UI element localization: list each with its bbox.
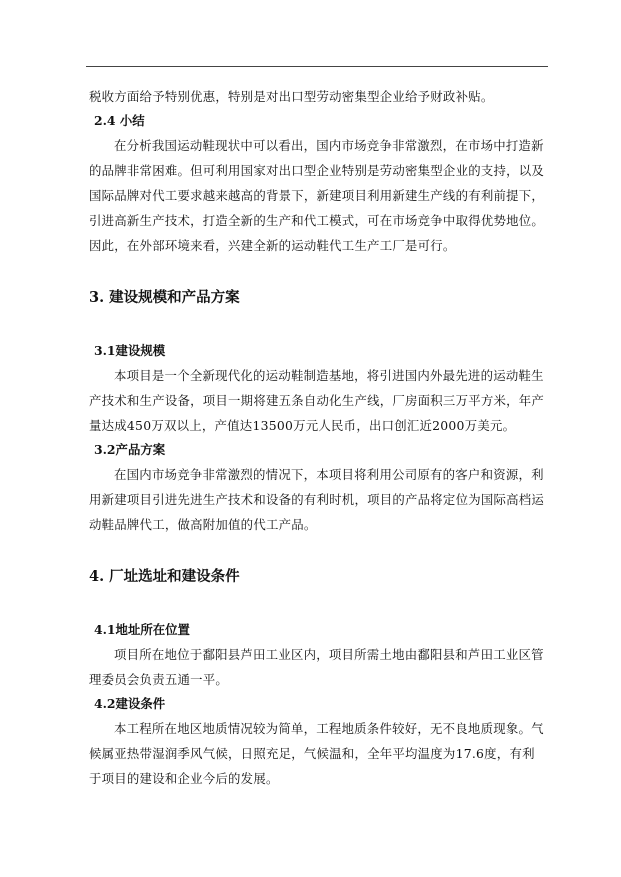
section-2-4-heading: 2.4 小结 (94, 113, 145, 128)
document-body (89, 84, 547, 791)
section-4-heading: 4. 厂址选址和建设条件 (89, 568, 240, 585)
section-2-4-paragraph: 在分析我国运动鞋现状中可以看出，国内市场竞争非常激烈，在市场中打造新的品牌非常困难。但可利用国家对出口型企业特别是劳动密集型企业的支持，以及国际品牌对代工要求越来越高的背景下，新建项目利用新建生产线的有利前提下，引进高新生产技术，打造全新的生产和代工模式，可在市场竞争中取得优势地位。因此，在外部环境来看，兴建全新的运动鞋代工生产工厂是可行。 (89, 138, 545, 253)
spacer (89, 312, 547, 339)
section-3-1-heading: 3.1建设规模 (94, 343, 166, 358)
section-3-1-paragraph: 本项目是一个全新现代化的运动鞋制造基地，将引进国内外最先进的运动鞋生产技术和生产设备，项目一期将建五条自动化生产线，厂房面积三万平方米，年产量达成450万双以上，产值达13500万元人民币，出口创汇近2000万美元。 (89, 368, 545, 433)
intro-line: 税收方面给予特别优惠，特别是对出口型劳动密集型企业给予财政补贴。 (89, 89, 494, 104)
spacer (89, 258, 547, 284)
section-4-2-heading: 4.2建设条件 (94, 696, 166, 711)
section-3-2-heading: 3.2产品方案 (94, 442, 166, 457)
section-4-1-paragraph: 项目所在地位于鄱阳县芦田工业区内，项目所需土地由鄱阳县和芦田工业区管理委员会负责五通一平。 (89, 647, 544, 687)
section-4-1-heading: 4.1地址所在位置 (94, 622, 190, 637)
header-rule (86, 66, 548, 67)
spacer (89, 591, 547, 618)
section-3-2-paragraph: 在国内市场竞争非常激烈的情况下，本项目将利用公司原有的客户和资源，利用新建项目引进先进生产技术和设备的有利时机，项目的产品将定位为国际高档运动鞋品牌代工，做高附加值的代工产品。 (89, 467, 545, 532)
spacer (89, 537, 547, 563)
section-3-heading: 3. 建设规模和产品方案 (89, 289, 240, 306)
section-4-2-paragraph: 本工程所在地区地质情况较为简单，工程地质条件较好，无不良地质现象。气候属亚热带湿润季风气候，日照充足，气候温和，全年平均温度为17.6度，有利于项目的建设和企业今后的发展。 (89, 721, 544, 786)
